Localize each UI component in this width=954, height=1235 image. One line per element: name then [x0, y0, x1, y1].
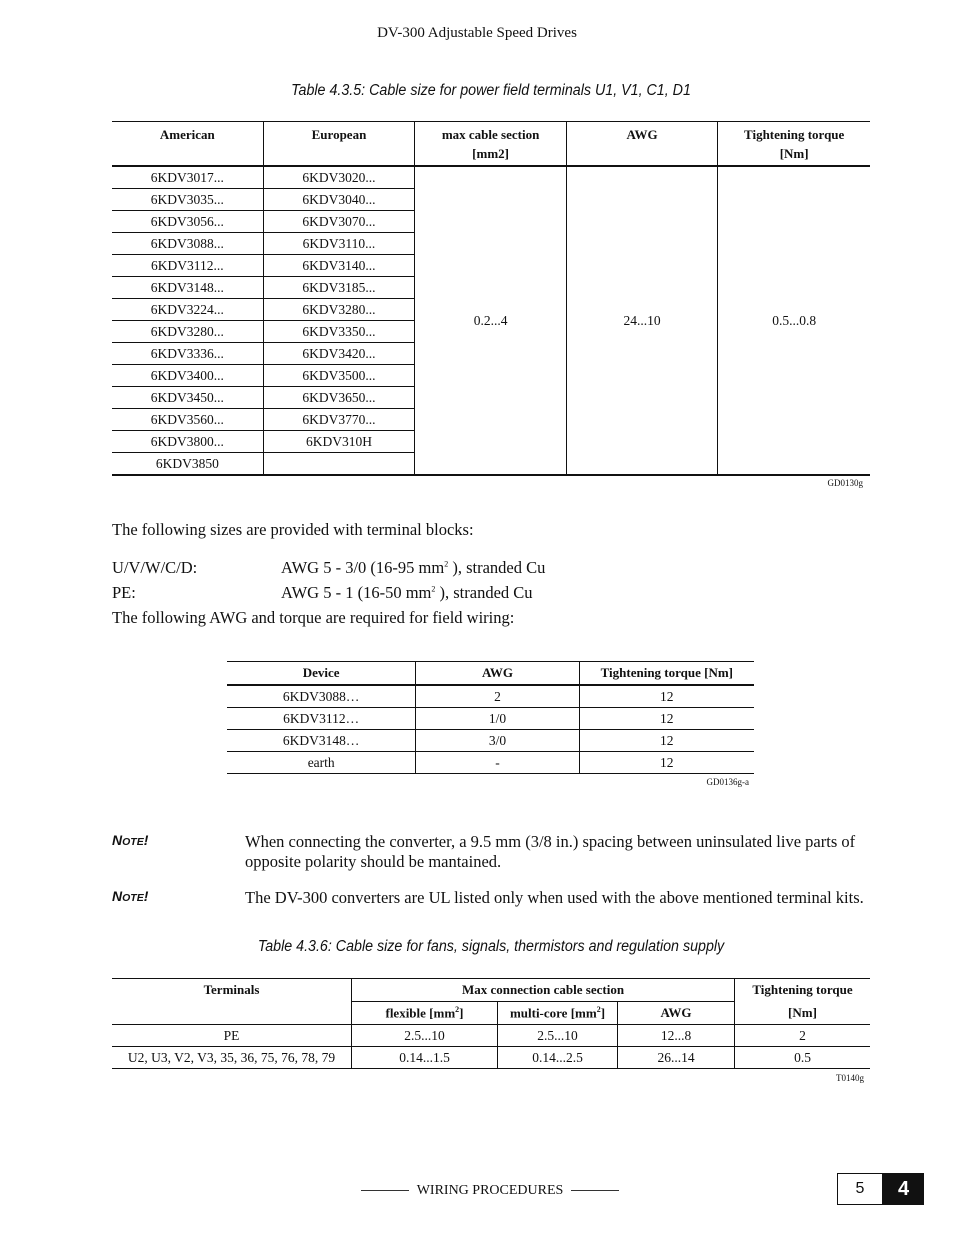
table3 [112, 978, 870, 1069]
t1-header-european: European [263, 122, 415, 167]
cell-american: 6KDV3560... [112, 409, 263, 431]
cell-european [263, 453, 415, 476]
cell-european: 6KDV3770... [263, 409, 415, 431]
table-row [227, 708, 754, 730]
note-label-2: NOTE! [112, 888, 149, 904]
t2-header-awg: AWG [416, 662, 579, 686]
cell-american: 6KDV3280... [112, 321, 263, 343]
t3-header-group: Max connection cable section [352, 979, 735, 1002]
t3-header-torque: Tightening torque [735, 979, 871, 1002]
cell-american: 6KDV3850 [112, 453, 263, 476]
cell-device: 6KDV3112… [227, 708, 416, 730]
cell-european: 6KDV3280... [263, 299, 415, 321]
cell-awg: 12...8 [618, 1025, 735, 1047]
table2 [227, 661, 754, 774]
intro-text: The following sizes are provided with terminal blocks: [112, 520, 474, 539]
t3-header-torque-unit: [Nm] [735, 1002, 871, 1025]
cell-european: 6KDV3110... [263, 233, 415, 255]
cell-device: earth [227, 752, 416, 774]
cell-european: 6KDV3500... [263, 365, 415, 387]
cell-device: 6KDV3088… [227, 685, 416, 708]
t1-header-cable-section: max cable section [mm2] [415, 122, 567, 167]
page-header: DV-300 Adjustable Speed Drives [377, 25, 577, 41]
cell-european: 6KDV3650... [263, 387, 415, 409]
cell-american: 6KDV3035... [112, 189, 263, 211]
cell-american: 6KDV3056... [112, 211, 263, 233]
cell-american: 6KDV3336... [112, 343, 263, 365]
table-row [112, 1047, 870, 1069]
t3-header-flexible: flexible $[mm^2]$ [352, 1002, 498, 1025]
t1-header-awg: AWG [566, 122, 718, 167]
table3-caption: Table 4.3.6: Cable size for fans, signals, thermistors and regulation supply [257, 938, 725, 955]
table-row [227, 730, 754, 752]
cell-multicore: 0.14...2.5 [498, 1047, 618, 1069]
cell-flexible: 2.5...10 [352, 1025, 498, 1047]
cell-european: 6KDV3185... [263, 277, 415, 299]
chapter-badge: 4 [883, 1173, 924, 1205]
page-footer [350, 1183, 630, 1199]
cell-european: 6KDV3140... [263, 255, 415, 277]
cell-flexible: 0.14...1.5 [352, 1047, 498, 1069]
cell-european: 6KDV3070... [263, 211, 415, 233]
t3-header-terminals: Terminals [112, 979, 352, 1025]
cell-american: 6KDV3450... [112, 387, 263, 409]
cell-torque: 12 [579, 730, 754, 752]
t3-header-awg: AWG [618, 1002, 735, 1025]
cell-torque: 0.5 [735, 1047, 871, 1069]
table3-code: T0140g [836, 1073, 864, 1083]
table-row [112, 1025, 870, 1047]
cell-european: 6KDV3020... [263, 166, 415, 189]
cell-american: 6KDV3112... [112, 255, 263, 277]
cell-european: 6KDV3040... [263, 189, 415, 211]
cell-american: 6KDV3224... [112, 299, 263, 321]
table1-code: GD0130g [827, 478, 863, 488]
cell-cable-section: 0.2...4 [415, 166, 567, 475]
table-row [227, 685, 754, 708]
cell-torque: 12 [579, 752, 754, 774]
cell-awg: - [416, 752, 579, 774]
table2-code: GD0136g-a [706, 777, 749, 787]
cell-awg: 3/0 [416, 730, 579, 752]
cell-device: 6KDV3148… [227, 730, 416, 752]
cell-american: 6KDV3400... [112, 365, 263, 387]
table1-caption: Table 4.3.5: Cable size for power field terminals U1, V1, C1, D1 [291, 82, 691, 99]
cell-american: 6KDV3017... [112, 166, 263, 189]
table1 [112, 121, 870, 476]
footer-section: WIRING PROCEDURES [416, 1183, 564, 1198]
terminal-label-uvwcd: U/V/W/C/D: [112, 558, 198, 577]
terminal-value-uvwcd: AWG 5 - 3/0 (16-95 $mm^2$ ), stranded Cu [281, 558, 546, 577]
cell-american: 6KDV3148... [112, 277, 263, 299]
cell-awg: 26...14 [618, 1047, 735, 1069]
note-text-1: When connecting the converter, a 9.5 mm (3/8 in.) spacing between uninsulated live parts of opposite polarity should be mantained. [245, 832, 856, 871]
page-number: 5 [837, 1173, 883, 1205]
t2-header-device: Device [227, 662, 416, 686]
cell-terminals: PE [112, 1025, 352, 1047]
t1-header-american: American [112, 122, 263, 167]
cell-awg: 24...10 [566, 166, 718, 475]
cell-american: 6KDV3800... [112, 431, 263, 453]
table-row [227, 752, 754, 774]
cell-european: 6KDV3350... [263, 321, 415, 343]
cell-torque: 12 [579, 685, 754, 708]
cell-multicore: 2.5...10 [498, 1025, 618, 1047]
cell-torque: 12 [579, 708, 754, 730]
cell-awg: 1/0 [416, 708, 579, 730]
cell-awg: 2 [416, 685, 579, 708]
cell-terminals: U2, U3, V2, V3, 35, 36, 75, 76, 78, 79 [112, 1047, 352, 1069]
t1-header-torque: Tightening torque [Nm] [718, 122, 870, 167]
cell-torque: 0.5...0.8 [718, 166, 870, 475]
t3-header-multicore: multi-core $[mm^2]$ [498, 1002, 618, 1025]
cell-european: 6KDV3420... [263, 343, 415, 365]
cell-european: 6KDV310H [263, 431, 415, 453]
field-wiring-text: The following AWG and torque are required for field wiring: [112, 608, 515, 627]
note-label-1: NOTE! [112, 832, 149, 848]
t2-header-torque: Tightening torque [Nm] [579, 662, 754, 686]
cell-torque: 2 [735, 1025, 871, 1047]
cell-american: 6KDV3088... [112, 233, 263, 255]
terminal-label-pe: PE: [112, 583, 136, 602]
terminal-value-pe: AWG 5 - 1 (16-50 $mm^2$ ), stranded Cu [281, 583, 533, 602]
table-row [112, 166, 870, 189]
note-text-2: The DV-300 converters are UL listed only when used with the above mentioned terminal kits. [245, 888, 864, 907]
